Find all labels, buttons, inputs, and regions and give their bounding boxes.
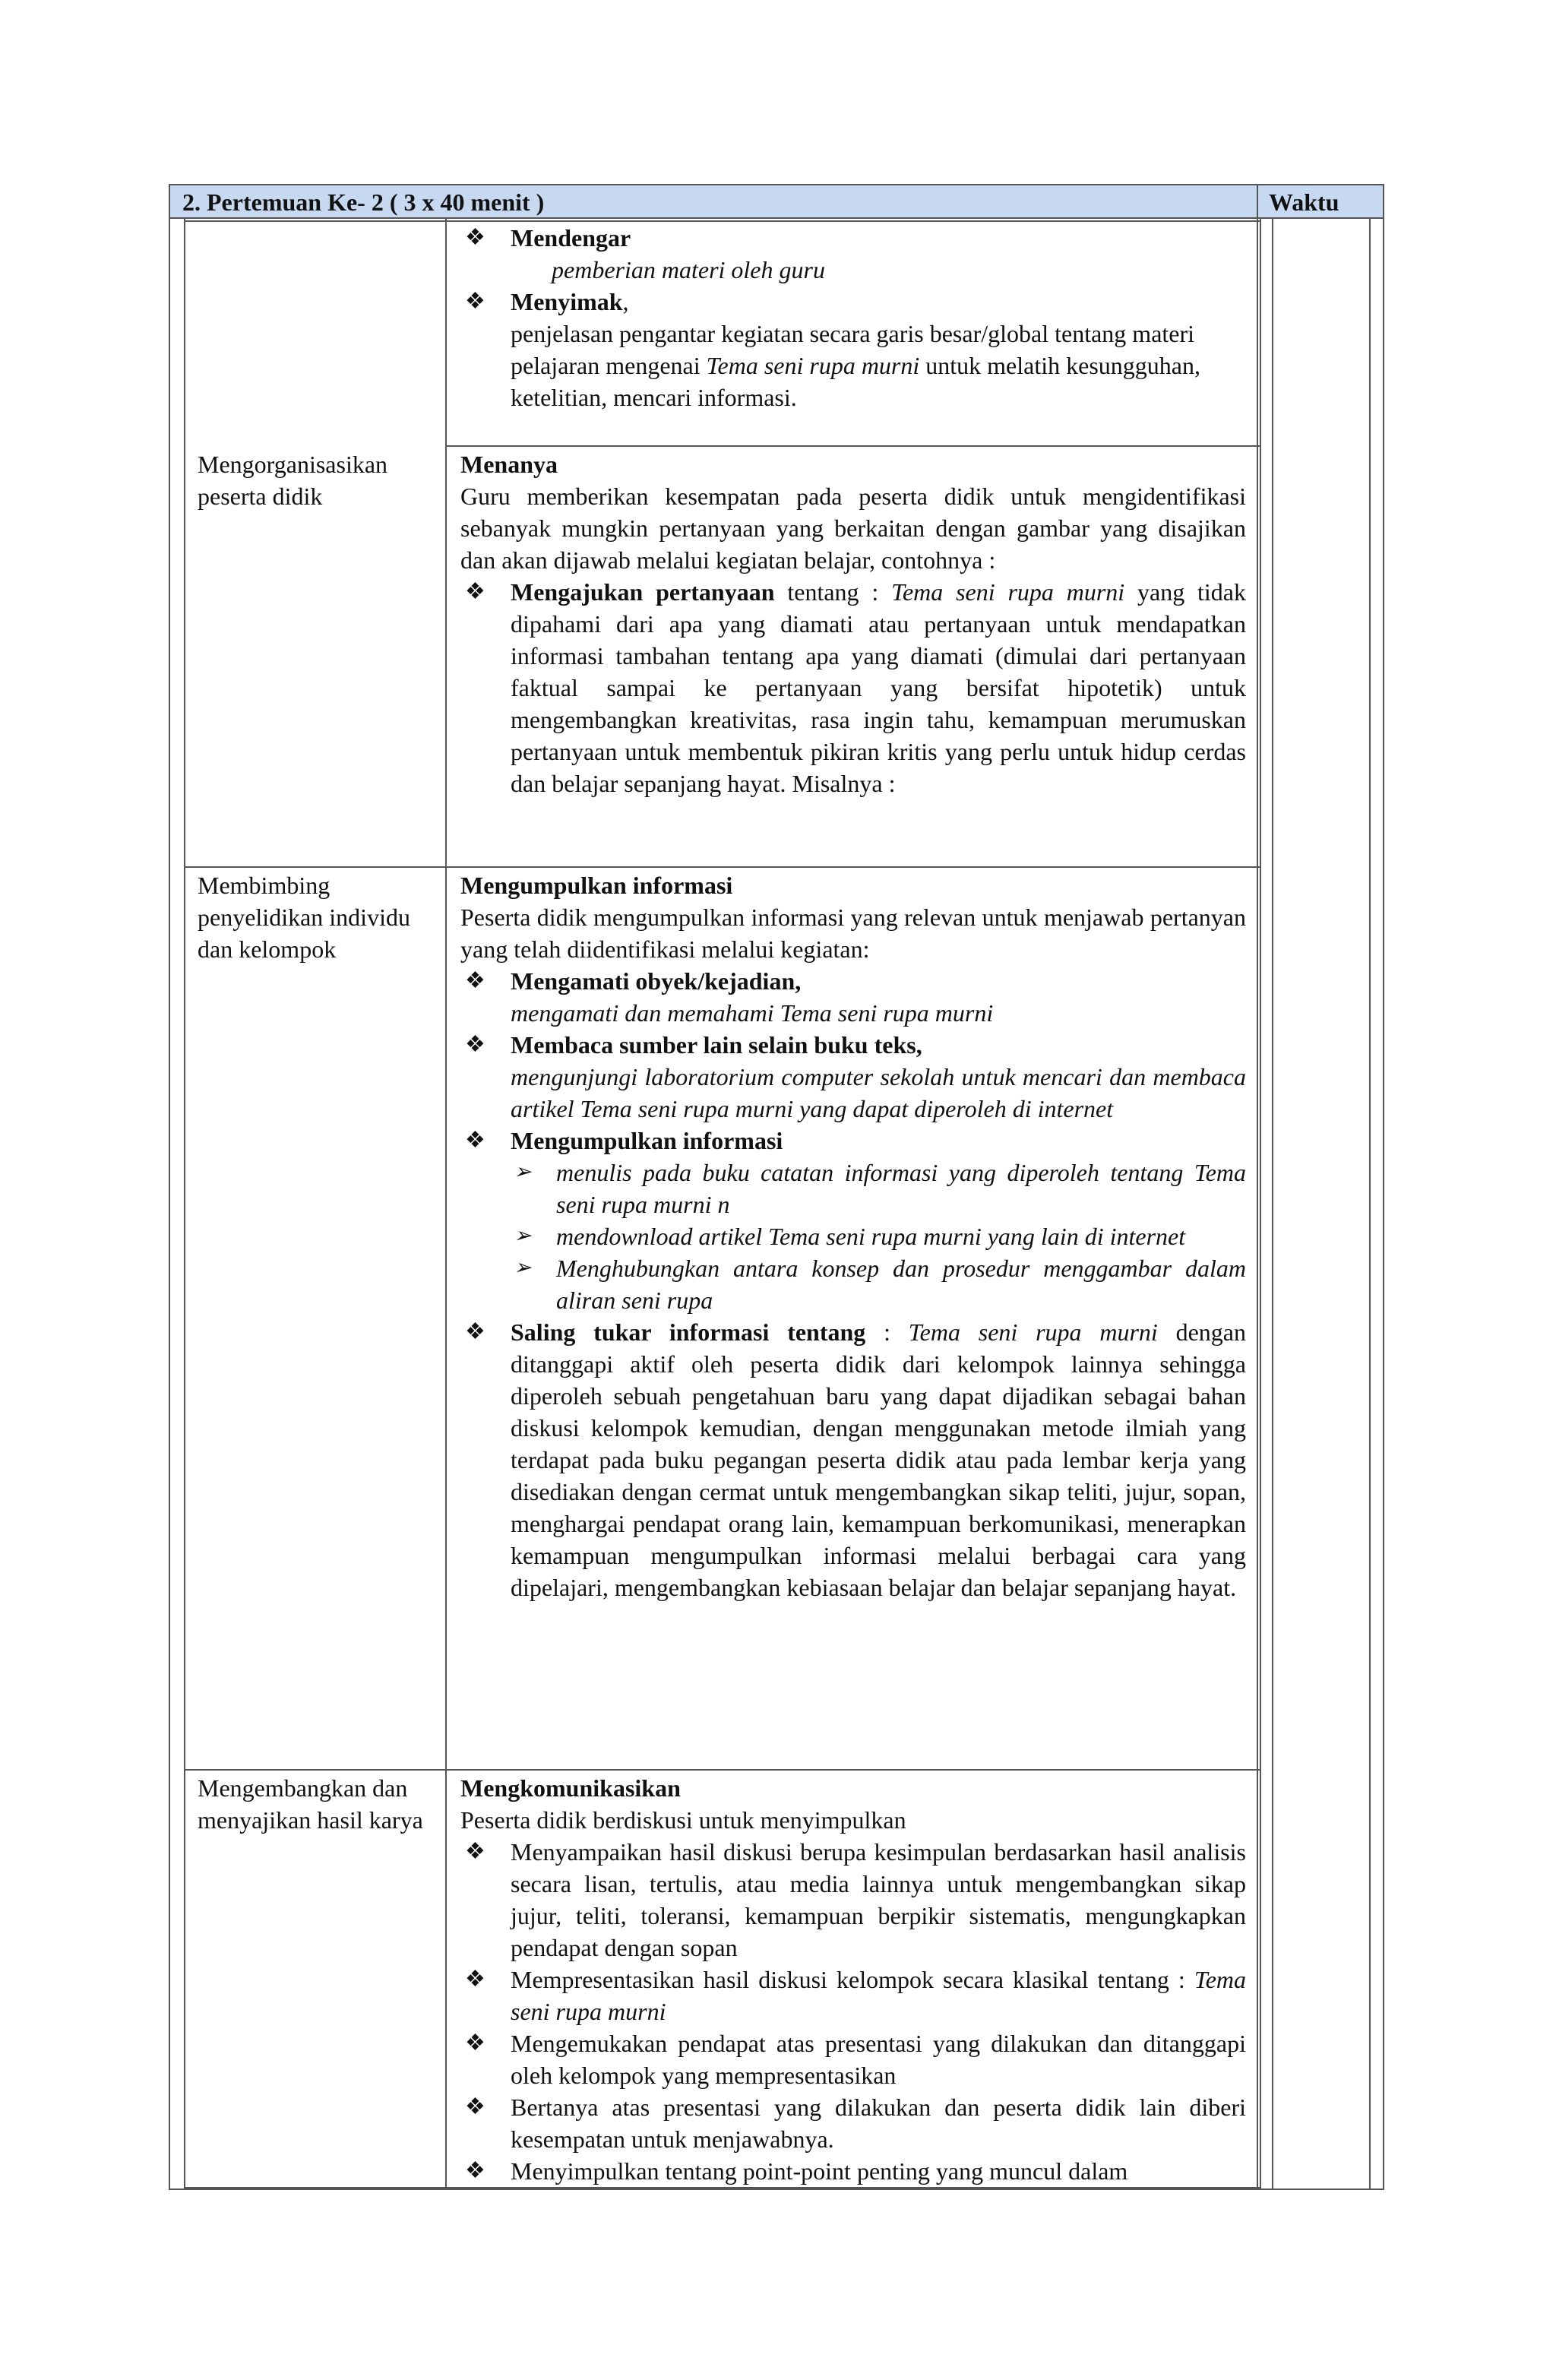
inner-column-divider xyxy=(445,219,447,2189)
activity-text: Bertanya atas presentasi yang dilakukan dan peserta didik lain diberi kesempatan untuk menjawabnya. xyxy=(511,2094,1246,2153)
section-intro: Guru memberikan kesempatan pada peserta didik untuk mengidentifikasi sebanyak mungkin pertanyaan yang berkaitan dengan gambar yang disajikan dan akan dijawab melalui kegiatan belajar, contohnya : xyxy=(460,483,1246,574)
lesson-table xyxy=(169,184,1384,2190)
phase-label: Membimbing penyelidikan individu dan kelompok xyxy=(198,872,410,963)
sub-list-item xyxy=(460,1220,1246,1252)
sub-item-text: mendownload artikel Tema seni rupa murni yang lain di internet xyxy=(556,1223,1186,1250)
diamond-bullet-icon: ❖ xyxy=(465,1032,485,1057)
sub-item-text: menulis pada buku catatan informasi yang diperoleh tentang Tema seni rupa murni n xyxy=(556,1159,1246,1218)
phase-label: Mengembangkan dan menyajikan hasil karya xyxy=(198,1774,423,1834)
arrow-bullet-icon: ➢ xyxy=(514,1224,532,1248)
list-item xyxy=(460,1125,1246,1157)
row-divider-1 xyxy=(445,445,1260,447)
waktu-inner-left-border xyxy=(1272,219,1273,2189)
activity-title: Mengamati obyek/kejadian, xyxy=(511,967,802,995)
activity-title: Mendengar xyxy=(511,224,631,252)
inner-right-border xyxy=(1260,219,1261,2189)
list-item xyxy=(460,2155,1246,2187)
communication-activities xyxy=(460,1772,1246,2187)
arrow-bullet-icon: ➢ xyxy=(514,1160,532,1184)
text-segment: dengan ditanggapi aktif oleh peserta didik dari kelompok lainnya sehingga diperoleh sebuah pengetahuan baru yang dapat dijadikan sebagai bahan diskusi kelompok kemudian, dengan menggunakan metode ilmiah yang terdapat pada buku pegangan peserta didik atau pada lembar kerja yang disediakan dengan cermat untuk mengembangkan sikap teliti, jujur, sopan, menghargai pendapat orang lain, kemampuan berkomunikasi, menerapkan kemampuan mengumpulkan informasi melalui berbagai cara yang dipelajari, mengembangkan kebiasaan belajar dan belajar sepanjang hayat. xyxy=(511,1318,1246,1601)
section-heading: Mengumpulkan informasi xyxy=(460,872,733,899)
list-item xyxy=(460,286,1246,318)
table-header xyxy=(170,185,1383,219)
information-activities xyxy=(460,869,1246,1603)
list-item xyxy=(460,2027,1246,2091)
diamond-bullet-icon: ❖ xyxy=(465,579,485,604)
activity-text: pemberian materi oleh guru xyxy=(552,256,825,283)
waktu-header: Waktu xyxy=(1269,188,1339,216)
activity-text: mengamati dan memahami Tema seni rupa murni xyxy=(511,999,994,1027)
activity-title: Mengajukan pertanyaan xyxy=(511,578,775,606)
inner-left-border xyxy=(184,219,185,2189)
diamond-bullet-icon: ❖ xyxy=(465,1967,485,1992)
diamond-bullet-icon: ❖ xyxy=(465,2094,485,2119)
list-item xyxy=(460,1029,1246,1061)
list-item xyxy=(460,576,1246,799)
list-item xyxy=(460,1964,1246,2027)
waktu-inner-right-border xyxy=(1369,219,1371,2189)
topic-italic: Tema seni rupa murni xyxy=(706,352,920,379)
text-segment: penjelasan pengantar kegiatan secara garis besar/global tentang materi pelajaran mengenai xyxy=(511,320,1195,379)
sub-item-text: Menghubungkan antara konsep dan prosedur menggambar dalam aliran seni rupa xyxy=(556,1255,1246,1314)
punctuation: , xyxy=(622,288,629,315)
row-divider-2 xyxy=(184,866,1260,868)
text-segment: : xyxy=(865,1318,909,1346)
diamond-bullet-icon: ❖ xyxy=(465,2158,485,2183)
arrow-bullet-icon: ➢ xyxy=(514,1256,532,1280)
phase-label: Mengorganisasikan peserta didik xyxy=(198,451,388,510)
activity-title: Saling tukar informasi tentang xyxy=(511,1318,866,1346)
section-intro: Peserta didik mengumpulkan informasi yang relevan untuk menjawab pertanyan yang telah diidentifikasi melalui kegiatan: xyxy=(460,904,1246,963)
diamond-bullet-icon: ❖ xyxy=(465,2030,485,2056)
topic-italic: Tema seni rupa murni xyxy=(891,578,1125,606)
row-bottom-border xyxy=(184,2187,1260,2189)
section-heading: Mengkomunikasikan xyxy=(460,1774,681,1802)
text-segment: untuk melatih kesungguhan, ketelitian, mencari informasi. xyxy=(511,352,1200,411)
topic-italic: Tema seni rupa murni xyxy=(511,1966,1246,2025)
topic-italic: Tema seni rupa murni xyxy=(908,1318,1158,1346)
list-item xyxy=(460,965,1246,997)
list-item xyxy=(460,1836,1246,1964)
diamond-bullet-icon: ❖ xyxy=(465,289,485,314)
question-activities xyxy=(460,448,1246,799)
meeting-title: 2. Pertemuan Ke- 2 ( 3 x 40 menit ) xyxy=(182,188,545,216)
row-divider-3 xyxy=(184,1769,1260,1771)
waktu-column-divider xyxy=(1257,185,1258,2189)
text-segment: yang tidak dipahami dari apa yang diamati atau pertanyaan untuk mendapatkan informasi tambahan tentang apa yang diamati (dimulai dari pertanyaan faktual sampai ke pertanyaan yang bersifat hipotetik) untuk mengembangkan kreativitas, rasa ingin tahu, kemampuan merumuskan pertanyaan untuk membentuk pikiran kritis yang perlu untuk hidup cerdas dan belajar sepanjang hayat. Misalnya : xyxy=(511,578,1247,797)
diamond-bullet-icon: ❖ xyxy=(465,1319,485,1344)
section-intro: Peserta didik berdiskusi untuk menyimpulkan xyxy=(460,1806,906,1834)
diamond-bullet-icon: ❖ xyxy=(465,225,485,250)
activity-text: Mengemukakan pendapat atas presentasi yang dilakukan dan ditanggapi oleh kelompok yang mempresentasikan xyxy=(511,2030,1246,2089)
text-segment: tentang : xyxy=(774,578,892,606)
list-item xyxy=(460,1316,1246,1603)
activity-title: Mengumpulkan informasi xyxy=(511,1127,783,1154)
activity-text: mengunjungi laboratorium computer sekolah untuk mencari dan membaca artikel Tema seni rupa murni yang dapat diperoleh di internet xyxy=(511,1063,1246,1122)
sub-list-item xyxy=(460,1157,1246,1220)
diamond-bullet-icon: ❖ xyxy=(465,968,485,993)
activity-title: Membaca sumber lain selain buku teks, xyxy=(511,1031,922,1059)
activity-text: Menyimpulkan tentang point-point penting yang muncul dalam xyxy=(511,2157,1128,2185)
sub-list-item xyxy=(460,1252,1246,1316)
activity-text: Menyampaikan hasil diskusi berupa kesimpulan berdasarkan hasil analisis secara lisan, tertulis, atau media lainnya untuk mengembangkan sikap jujur, teliti, toleransi, kemampuan berpikir sistematis, mengungkapkan pendapat dengan sopan xyxy=(511,1838,1246,1961)
activity-text xyxy=(460,318,1246,413)
list-item xyxy=(460,222,1246,254)
lesson-plan-page xyxy=(169,184,1383,2189)
intro-activities xyxy=(460,222,1246,413)
diamond-bullet-icon: ❖ xyxy=(465,1128,485,1153)
activity-title: Menyimak xyxy=(511,288,623,315)
list-item xyxy=(460,2091,1246,2155)
activity-text: Mempresentasikan hasil diskusi kelompok secara klasikal tentang : xyxy=(511,1966,1194,1993)
diamond-bullet-icon: ❖ xyxy=(465,1839,485,1864)
section-heading: Menanya xyxy=(460,451,558,478)
